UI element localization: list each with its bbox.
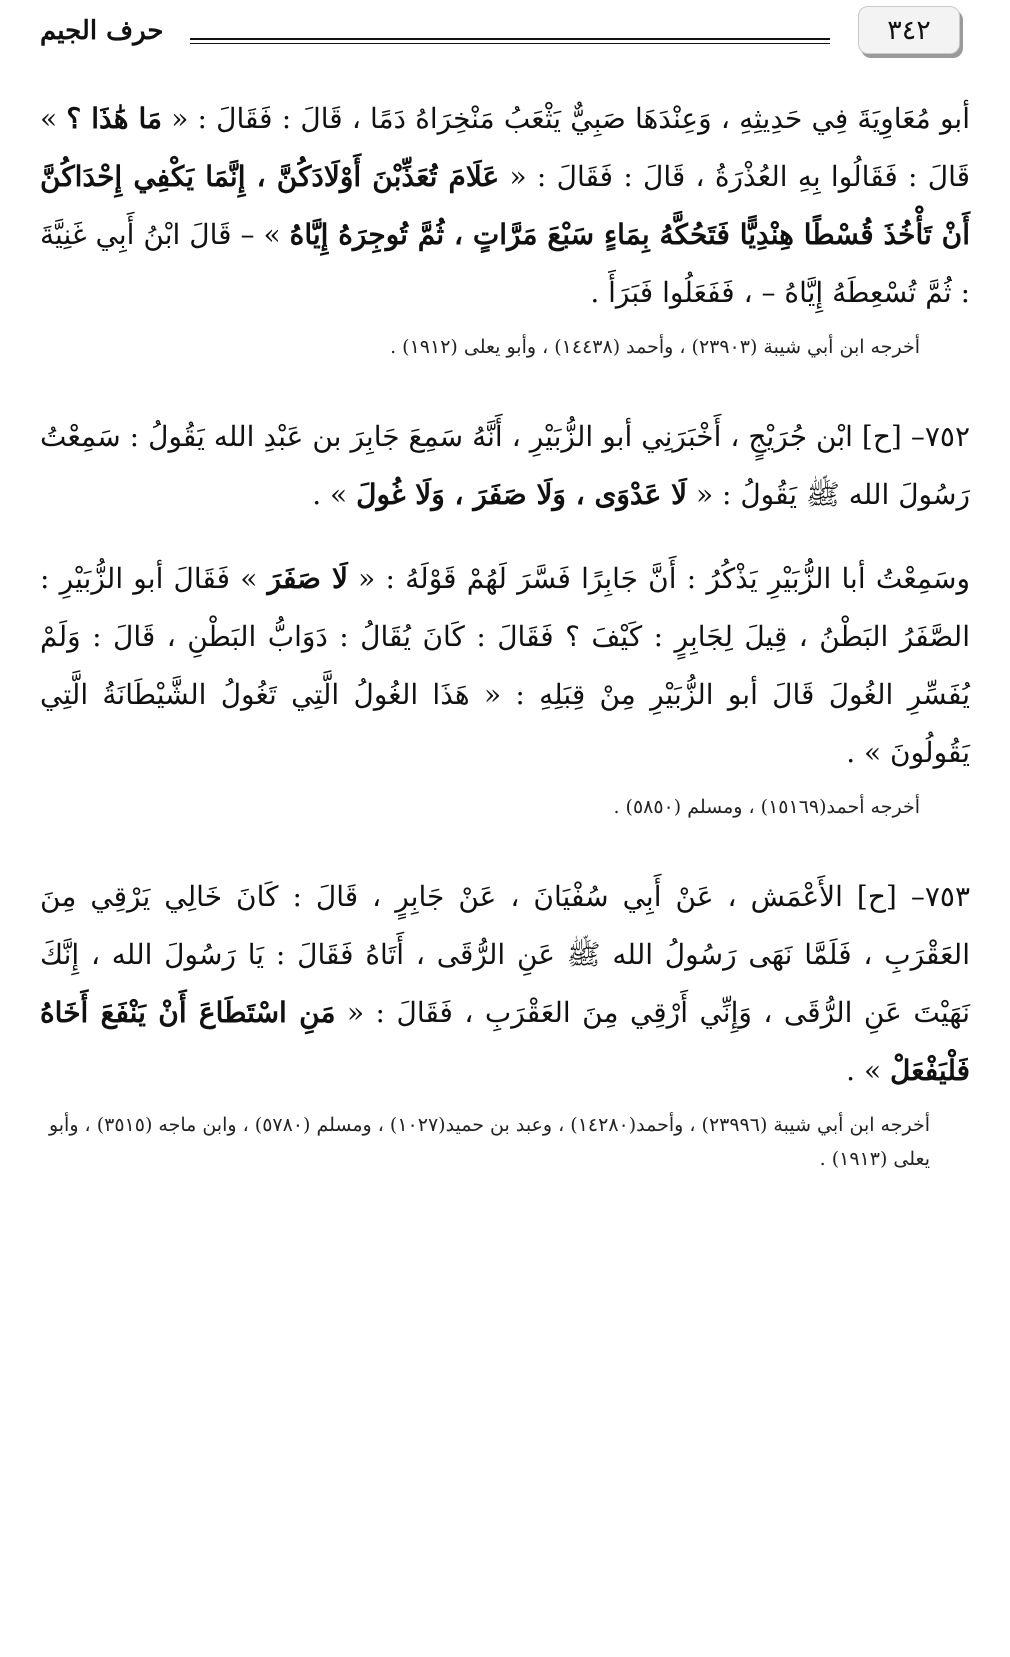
prophetic-quote: مَا هَٰذَا ؟ (66, 102, 163, 135)
text-run: ٧٥٢– [ح] ابْن جُرَيْجٍ ، أَخْبَرَنِي أبو الزُّبَيْرِ ، أَنَّهُ سَمِعَ جَابِرَ بن عَبْدِ الله يَقُولُ : سَمِعْتُ رَسُولَ الله ﷺ يَقُولُ : « (40, 420, 970, 511)
prophetic-quote: لَا عَدْوَى ، وَلَا صَفَرَ ، وَلَا غُولَ (356, 478, 688, 511)
page-header (0, 0, 1010, 80)
text-run: وسَمِعْتُ أبا الزُّبَيْرِ يَذْكُرُ : أَنَّ جَابِرًا فَسَّرَ لَهُمْ قَوْلَهُ : « (347, 562, 970, 595)
text-run: ٧٥٣– [ح] الأَعْمَش ، عَنْ أَبِي سُفْيَانَ ، عَنْ جَابِرٍ ، قَالَ : كَانَ خَالِي يَرْقِي مِنَ العَقْرَبِ ، فَلَمَّا نَهَى رَسُولُ الله ﷺ عَنِ الرُّقَى ، أَتَاهُ فَقَالَ : يَا رَسُولَ الله ، إِنَّكَ نَهَيْتَ عَنِ الرُّقَى ، وَإِنِّي أَرْقِي مِنَ العَقْرَبِ ، فَقَالَ : « (40, 880, 971, 1029)
hadith-752-paragraph (40, 408, 970, 524)
prophetic-quote: عَلَامَ تُعَذِّبْنَ أَوْلَادَكُنَّ ، إِنَّمَا يَكْفِي إِحْدَاكُنَّ أَنْ تَأْخُذَ قُسْطًا هِنْدِيًّا فَتَحُكَّهُ بِمَاءٍ سَبْعَ مَرَّاتٍ ، ثُمَّ تُوجِرَهُ إِيَّاهُ (40, 160, 970, 251)
text-run: أبو مُعَاوِيَةَ فِي حَدِيثِهِ ، وَعِنْدَهَا صَبِيٌّ يَثْعَبُ مَنْخِرَاهُ دَمًا ، قَالَ : فَقَالَ : « (162, 102, 970, 135)
source-citation: أخرجه ابن أبي شيبة (٢٣٩٩٦) ، وأحمد(١٤٢٨٠) ، وعبد بن حميد(١٠٢٧) ، ومسلم (٥٧٨٠) ، وابن ماجه (٣٥١٥) ، وأبو يعلى (١٩١٣) . (48, 1114, 930, 1170)
page-number: ٣٤٢ (887, 14, 931, 46)
source-citation: أخرجه أحمد(١٥١٦٩) ، ومسلم (٥٨٥٠) . (613, 796, 920, 818)
source-citation: أخرجه ابن أبي شيبة (٢٣٩٠٣) ، وأحمد (١٤٤٣٨) ، وأبو يعلى (١٩١٢) . (390, 336, 920, 358)
text-run: » فَقَالَ أبو الزُّبَيْرِ : الصَّفَرُ البَطْنُ ، قِيلَ لِجَابِرٍ : كَيْفَ ؟ فَقَالَ : كَانَ يُقَالُ : دَوَابُّ البَطْنِ ، قَالَ : وَلَمْ يُفَسِّرِ الغُولَ قَالَ أبو الزُّبَيْرِ مِنْ قِبَلِهِ : « هَذَا الغُولُ الَّتِي تَغُولُ الشَّيْطَانَةُ الَّتِي يَقُولُونَ » . (40, 562, 970, 769)
hadith-continuation-paragraph (40, 90, 970, 322)
text-run: » قَالَ : فَقَالُوا بِهِ العُذْرَةُ ، قَالَ : فَقَالَ : « (40, 102, 970, 193)
hadith-752-explanation-paragraph (40, 550, 970, 782)
prophetic-quote: مَنِ اسْتَطَاعَ أَنْ يَنْفَعَ أَخَاهُ فَلْيَفْعَلْ (40, 996, 970, 1087)
text-run: » . (312, 478, 357, 511)
page-number-badge (858, 6, 960, 54)
chapter-title: حرف الجيم (40, 16, 164, 46)
prophetic-quote: لَا صَفَرَ (267, 562, 348, 595)
page-content (40, 90, 970, 1176)
text-run: » . (846, 1054, 891, 1087)
text-run: » – قَالَ ابْنُ أَبِي غَنِيَّةَ : ثُمَّ تُسْعِطَهُ إِيَّاهُ – ، فَفَعَلُوا فَبَرَأَ . (40, 218, 970, 309)
hadith-753-paragraph (40, 868, 970, 1100)
header-rule (190, 38, 830, 40)
